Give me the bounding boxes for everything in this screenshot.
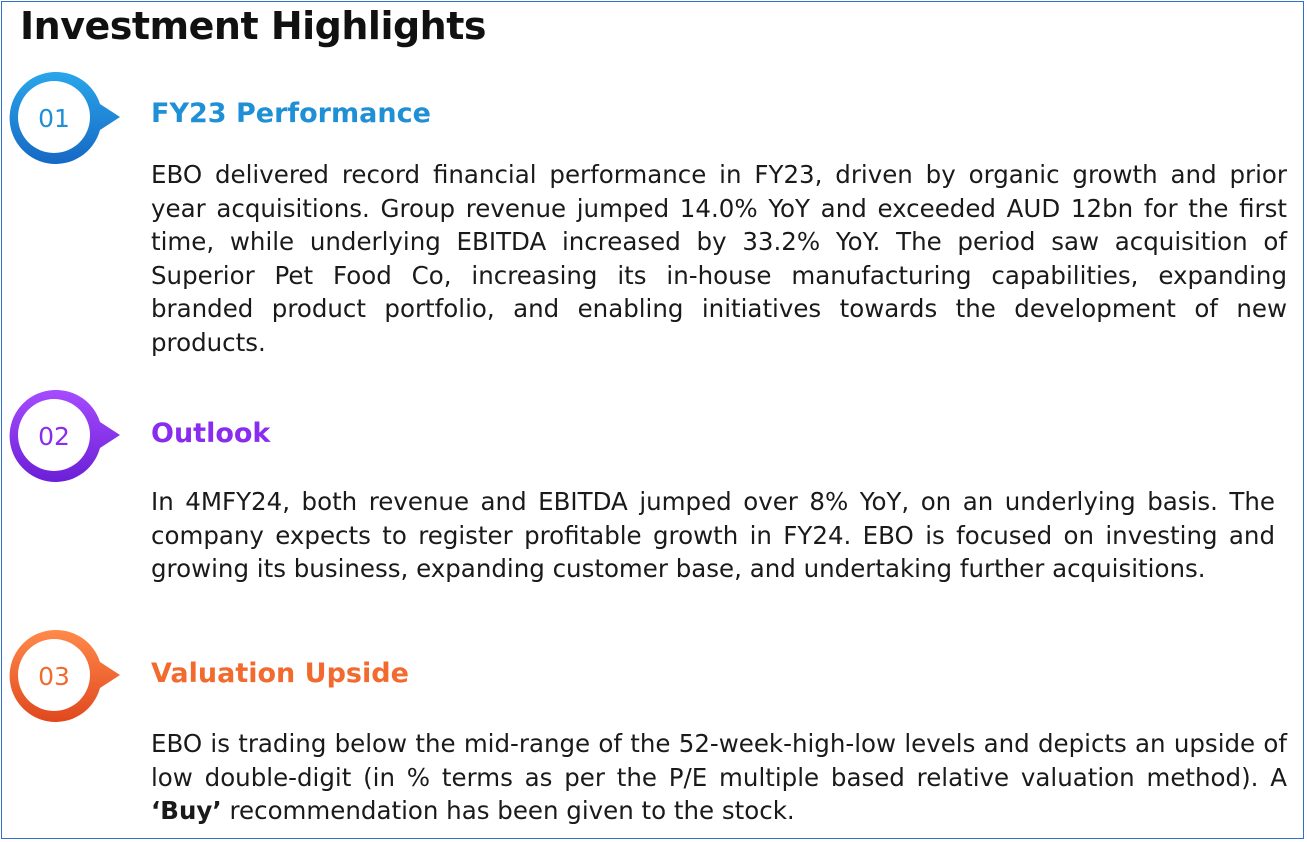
number-badge-02: [8, 388, 128, 484]
number-badge-01: [8, 70, 128, 166]
section-heading-outlook: Outlook: [151, 418, 271, 449]
badge-number: 01: [38, 103, 70, 133]
section-body-outlook: In 4MFY24, both revenue and EBITDA jumped over 8% YoY, on an underlying basis. The company expects to register profitable growth in FY24. EBO is focused on investing and growing its business, expanding customer base, and undertaking further acquisitions.: [151, 487, 1275, 583]
section-body-performance: EBO delivered record financial performance in FY23, driven by organic growth and prior year acquisitions. Group revenue jumped 14.0% YoY and exceeded AUD 12bn for the first time, while underlying EBITDA increased by 33.2% YoY. The period saw acquisition of Superior Pet Food Co, increasing its in-house manufacturing capabilities, expanding branded product portfolio, and enabling initiatives towards the development of new products.: [151, 160, 1287, 357]
badge-number: 02: [38, 421, 70, 451]
number-badge-03: [8, 628, 128, 724]
valuation-text-start: EBO is trading below the mid-range of the 52-week-high-low levels and depicts an upside of low double-digit (in % terms as per the P/E multiple based relative valuation method). A: [151, 729, 1287, 792]
section-heading-performance: FY23 Performance: [151, 98, 431, 129]
page-title: Investment Highlights: [20, 4, 487, 48]
valuation-text-end: recommendation has been given to the stock.: [221, 796, 795, 825]
buy-recommendation: ‘Buy’: [151, 796, 222, 825]
badge-number: 03: [38, 661, 70, 691]
section-body-valuation: [151, 727, 1287, 828]
section-heading-valuation: Valuation Upside: [151, 658, 409, 689]
